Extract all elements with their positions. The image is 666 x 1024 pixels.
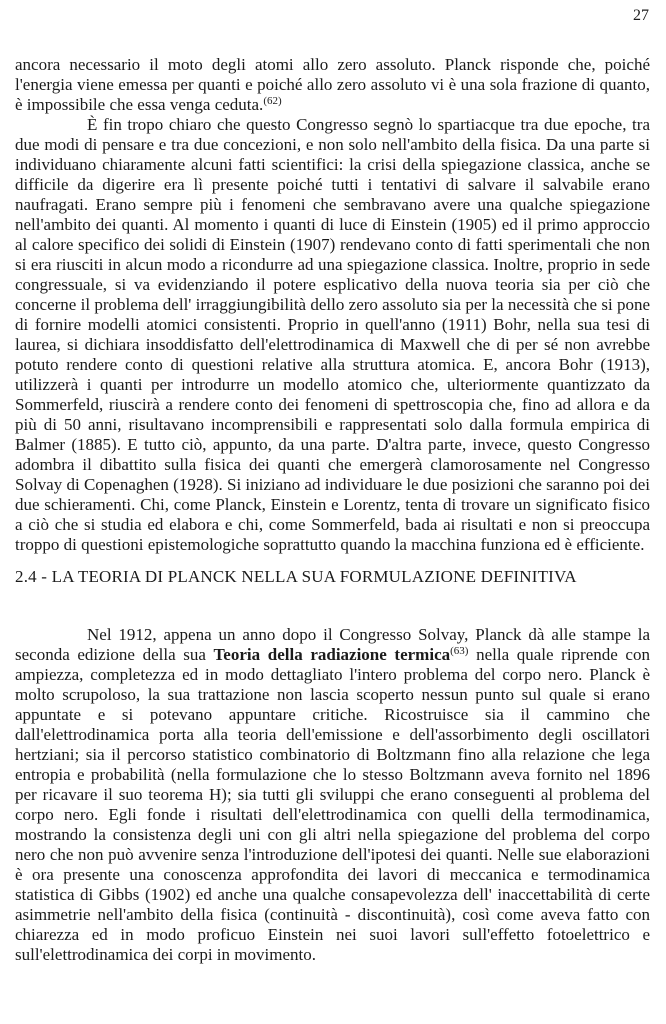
section-heading: 2.4 - LA TEORIA DI PLANCK NELLA SUA FORMULAZIONE DEFINITIVA	[15, 567, 577, 586]
text-segment: nella quale riprende con ampiezza, completezza ed in modo dettagliato l'intero problema del corpo nero. Planck è molto scrupoloso, la sua trattazione non lascia scoperto nessun punto sul quale si erano appuntate e si potevano appuntare critiche. Ricostruisce sia il cammino che dall'elettrodinamica porta alla teoria dell'emissione e dell'assorbimento degli oscillatori hertziani; sia il percorso statistico combinatorio di Boltzmann fino alla relazione che lega entropia e probabilità (nella formulazione che lo stesso Boltzmann aveva fornito nel 1896 per ricavare il suo teorema H); sia tutti gli sviluppi che erano conseguenti al problema del corpo nero. Egli fonde i risultati dell'elettrodinamica con quelli della termodinamica, mostrando la consistenza degli uni con gli altri nella spiegazione del problema del corpo nero che non può avvenire senza l'introduzione dell'ipotesi dei quanti. Nelle sue elaborazioni è ora presente una conoscenza approfondita dei lavori di meccanica e termodinamica statistica di Gibbs (1902) ed anche una qualche consapevolezza dell' inaccettabilità di certe asimmetrie nell'ambito della fisica (continuità - discontinuità), così come aveva fatto con chiarezza ed in modo proficuo Einstein nei suoi lavori sull'effetto fotoelettrico e sull'elettrodinamica dei corpi in movimento.	[15, 645, 650, 964]
paragraph-congress-watershed	[15, 115, 650, 555]
text-segment: Teoria della radiazione termica	[213, 645, 451, 664]
text-segment: Nel 1912, appena un anno dopo il Congresso Solvay, Planck dà alle stampe la seconda edizione della sua	[15, 625, 650, 664]
text-segment: È fin tropo chiaro che questo Congresso segnò lo spartiacque tra due epoche, tra due modi di pensare e tra due concezioni, e non solo nell'ambito della fisica. Da una parte si individuano chiaramente alcuni fatti scientifici: la crisi della spiegazione classica, anche se difficile da digerire era lì presente poiché tutti i tentativi di salvare il salvabile erano naufragati. Erano sempre più i fenomeni che sembravano avere una qualche spiegazione nell'ambito dei quanti. Al momento i quanti di luce di Einstein (1905) ed il primo approccio al calore specifico dei solidi di Einstein (1907) rendevano conto di fatti sperimentali che non si era riusciti in alcun modo a ricondurre ad una spiegazione classica. Inoltre, proprio in sede congressuale, si va evidenziando il potere esplicativo della nuova teoria sia per ciò che concerne il problema dell' irraggiungibilità dello zero assoluto sia per la necessità che si pone di fornire modelli atomici consistenti. Proprio in quell'anno (1911) Bohr, nella sua tesi di laurea, si dichiara insoddisfatto dell'elettrodinamica di Maxwell che di per sé non avrebbe potuto rendere conto di questioni relative alla struttura atomica. E, ancora Bohr (1913), utilizzerà i quanti per introdurre un modello atomico che, ulteriormente quantizzato da Sommerfeld, riuscirà a rendere conto dei fenomeni di spettroscopia che, fino ad allora e da più di 50 anni, risultavano incomprensibili e rappresentati solo dalla formula empirica di Balmer (1885). E tutto ciò, appunto, da una parte. D'altra parte, invece, questo Congresso adombra il dibattito sulla fisica dei quanti che emergerà clamorosamente nel Congresso Solvay di Copenaghen (1928). Si iniziano ad individuare le due posizioni che saranno poi dei due schieramenti. Chi, come Planck, Einstein e Lorentz, tenta di trovare un significato fisico a ciò che si studia ed elabora e chi, come Sommerfeld, bada ai risultati e non si preoccupa troppo di questioni epistemologiche soprattutto quando la macchina funziona ed è efficiente.	[15, 115, 650, 554]
footnote-reference: (63)	[450, 645, 469, 657]
document-body	[15, 55, 650, 965]
footnote-reference: (62)	[263, 95, 282, 107]
page-number: 27	[633, 7, 649, 24]
text-segment: ancora necessario il moto degli atomi allo zero assoluto. Planck risponde che, poiché l'energia viene emessa per quanti e poiché allo zero assoluto vi è una sola frazione di quanto, è impossibile che essa venga ceduta.	[15, 55, 650, 114]
paragraph-planck-definitive-theory	[15, 625, 650, 965]
paragraph-zero-absolute-continuation	[15, 55, 650, 115]
